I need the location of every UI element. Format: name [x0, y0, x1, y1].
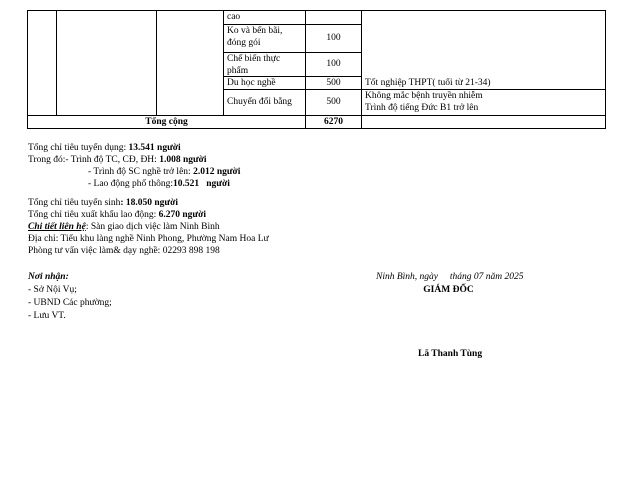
sc-value: 2.012 người	[193, 167, 241, 177]
recipients-title: Nơi nhận:	[28, 272, 69, 282]
contact-line	[28, 221, 220, 233]
table-cell-name: Ko và bến bãi, đóng gói	[227, 26, 283, 48]
among-line	[28, 154, 207, 166]
recipient-item: - UBND Các phường;	[28, 298, 112, 308]
table-cell-name: cao	[227, 12, 241, 22]
table-cell-qty: 500	[326, 97, 341, 107]
general-line	[88, 178, 230, 190]
export-total	[28, 209, 206, 221]
enroll-value: : 18.050 người	[120, 198, 179, 208]
general-label: - Lao động phổ thông:	[88, 179, 173, 189]
table-total-label: Tổng cộng	[145, 117, 188, 127]
contact-label: Chi tiết liên hệ	[28, 222, 86, 232]
recruit-value: 13.541 người	[128, 143, 181, 153]
address-line: Địa chỉ: Tiểu khu làng nghề Ninh Phong, Phường Nam Hoa Lư	[28, 234, 269, 244]
table-cell-qty: 100	[326, 59, 341, 69]
recipient-item: - Sở Nội Vụ;	[28, 285, 77, 295]
table-cell-name: Du học nghề	[227, 78, 276, 88]
recipient-item: - Lưu VT.	[28, 311, 66, 321]
table-cell-name: Chế biến thực phẩm	[227, 54, 281, 76]
signer-name: Lã Thanh Tùng	[418, 349, 483, 359]
sc-line	[88, 166, 240, 178]
sc-label: - Trình độ SC nghề trở lên:	[88, 167, 194, 177]
among-label: Trong đó:- Trình độ TC, CĐ, ĐH:	[28, 155, 160, 165]
table-total-value: 6270	[324, 117, 343, 127]
enroll-label: Tổng chỉ tiêu tuyển sinh	[28, 198, 121, 208]
phone-line: Phòng tư vấn việc làm& dạy nghề: 02293 898 198	[28, 246, 220, 256]
signer-position: GIÁM ĐỐC	[423, 285, 474, 295]
recruit-label: Tổng chỉ tiêu tuyển dụng:	[28, 143, 129, 153]
among-value: 1.008 người	[159, 155, 207, 165]
table-cell-requirement: Không mắc bệnh truyền nhiễm	[365, 91, 483, 101]
recruit-total	[28, 142, 181, 154]
table-cell-requirement: Trình độ tiếng Đức B1 trở lên	[365, 103, 479, 113]
enroll-total	[28, 197, 178, 209]
export-value: 6.270 người	[158, 210, 206, 220]
table-cell-requirement: Tốt nghiệp THPT( tuổi từ 21-34)	[365, 78, 491, 88]
contact-value: : Sàn giao dịch việc làm Ninh Bình	[85, 222, 220, 232]
signature-date: Ninh Bình, ngày tháng 07 năm 2025	[376, 272, 524, 282]
general-value: 10.521 người	[172, 179, 230, 189]
table-cell-qty: 100	[326, 33, 341, 43]
table-cell-qty: 500	[326, 78, 341, 88]
table-cell-name: Chuyển đổi bằng	[227, 97, 292, 107]
export-label: Tổng chỉ tiêu xuất khẩu lao động:	[28, 210, 159, 220]
